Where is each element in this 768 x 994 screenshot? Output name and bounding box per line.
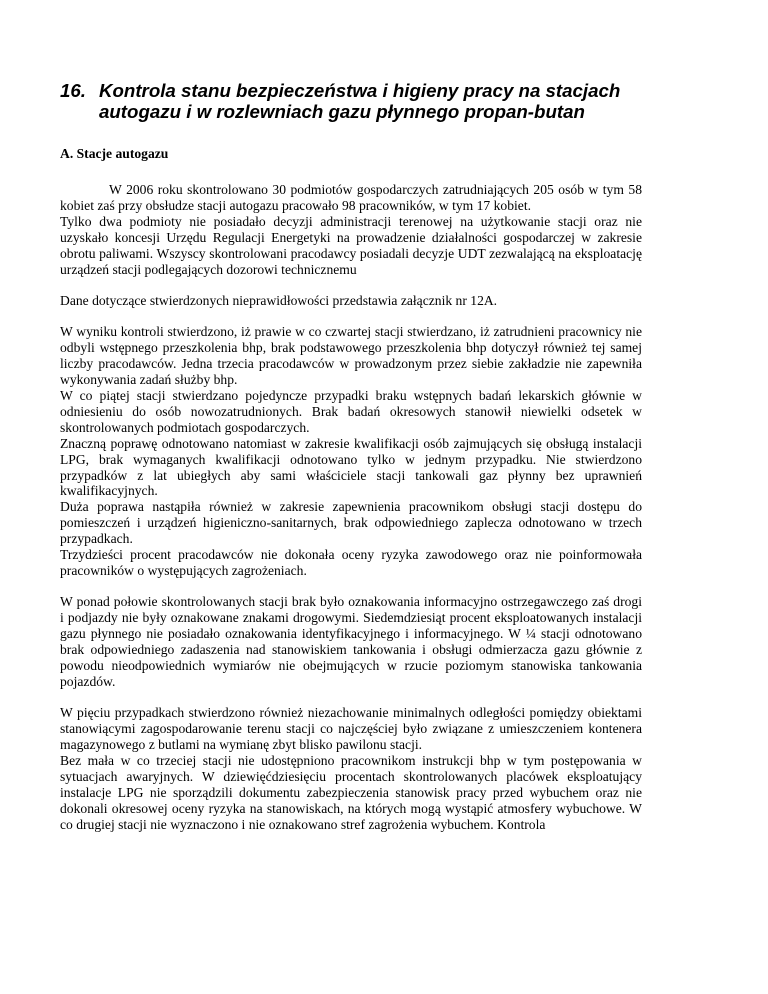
paragraph: W pięciu przypadkach stwierdzono również niezachowanie minimalnych odległości pomiędzy obiektami stanowiącymi zagospodarowanie terenu stacji co najczęściej było związane z umieszczeniem kontenera magazynowego z butlami na wymianę zbyt blisko pawilonu stacji.	[60, 705, 642, 753]
chapter-heading	[60, 80, 642, 122]
paragraph: Duża poprawa nastąpiła również w zakresie zapewnienia pracownikom obsługi stacji dostępu do pomieszczeń i urządzeń higieniczno-sanitarnych, brak odpowiedniego zaplecza odnotowano w trzech przypadkach.	[60, 499, 642, 547]
paragraph: W ponad połowie skontrolowanych stacji brak było oznakowania informacyjno ostrzegawczego zaś drogi i podjazdy nie były oznakowane znakami drogowymi. Siedemdziesiąt procent eksploatowanych instalacji gazu płynnego nie posiadało oznakowania identyfikacyjnego i informacyjnego. W ¼ stacji odnotowano brak odpowiedniego zadaszenia nad stanowiskiem tankowania i obsługi odmierzacza gazu głównie z powodu nieodpowiednich wymiarów nie obejmujących w rzucie poziomym stanowiska tankowania pojazdów.	[60, 594, 642, 689]
paragraph: Bez mała w co trzeciej stacji nie udostępniono pracownikom instrukcji bhp w tym postępowania w sytuacjach awaryjnych. W dziewięćdziesięciu procentach skontrolowanych placówek eksploatujący instalacje LPG nie sporządzili dokumentu zabezpieczenia stanowisk pracy przed wybuchem oraz nie dokonali okresowej oceny ryzyka na stanowiskach, na których mogą wystąpić atmosfery wybuchowe. W co drugiej stacji nie wyznaczono i nie oznakowano stref zagrożenia wybuchem. Kontrola	[60, 753, 642, 832]
chapter-title: Kontrola stanu bezpieczeństwa i higieny pracy na stacjach autogazu i w rozlewniach gazu płynnego propan-butan	[99, 80, 621, 122]
paragraph: W wyniku kontroli stwierdzono, iż prawie w co czwartej stacji stwierdzano, iż zatrudnieni pracownicy nie odbyli wstępnego przeszkolenia bhp, brak podstawowego przeszkolenia bhp dotyczył również tej samej liczby pracodawców. Jedna trzecia pracodawców w prowadzonym przez siebie zakładzie nie zapewniła wykonywania zadań służby bhp.	[60, 324, 642, 388]
paragraph: Trzydzieści procent pracodawców nie dokonała oceny ryzyka zawodowego oraz nie poinformowała pracowników o występujących zagrożeniach.	[60, 547, 642, 578]
paragraph-block-distances	[60, 705, 642, 832]
paragraph: Dane dotyczące stwierdzonych nieprawidłowości przedstawia załącznik nr 12A.	[60, 292, 498, 308]
chapter-number: 16.	[60, 80, 86, 101]
paragraph: Znaczną poprawę odnotowano natomiast w zakresie kwalifikacji osób zajmujących się obsługą instalacji LPG, brak wymaganych kwalifikacji odnotowano tylko w jednym przypadku. Nie stwierdzono przypadków z lat ubiegłych aby sami właściciele stacji tankowali gaz płynny bez uprawnień kwalifikacyjnych.	[60, 435, 642, 499]
paragraph: Tylko dwa podmioty nie posiadało decyzji administracji terenowej na użytkowanie stacji oraz nie uzyskało koncesji Urzędu Regulacji Energetyki na prowadzenie działalności gospodarczej w zakresie obrotu paliwami. Wszyscy skontrolowani pracodawcy posiadali decyzje UDT zezwalającą na eksploatację urządzeń stacji podlegających dozorowi technicznemu	[60, 213, 642, 277]
paragraph: W co piątej stacji stwierdzano pojedyncze przypadki braku wstępnych badań lekarskich głównie w odniesieniu do osób nowozatrudnionych. Brak badań okresowych stanowił niewielki odsetek w skontrolowanych podmiotach gospodarczych.	[60, 387, 642, 435]
paragraph-block-intro	[60, 182, 642, 277]
paragraph-block-findings	[60, 324, 642, 579]
document-page	[60, 80, 642, 848]
paragraph: W 2006 roku skontrolowano 30 podmiotów gospodarczych zatrudniających 205 osób w tym 58 kobiet zaś przy obsłudze stacji autogazu pracowało 98 pracowników, w tym 17 kobiet.	[60, 182, 642, 213]
paragraph-block-marking	[60, 594, 642, 689]
paragraph-block-annex	[60, 293, 642, 309]
section-title: A. Stacje autogazu	[60, 146, 169, 161]
